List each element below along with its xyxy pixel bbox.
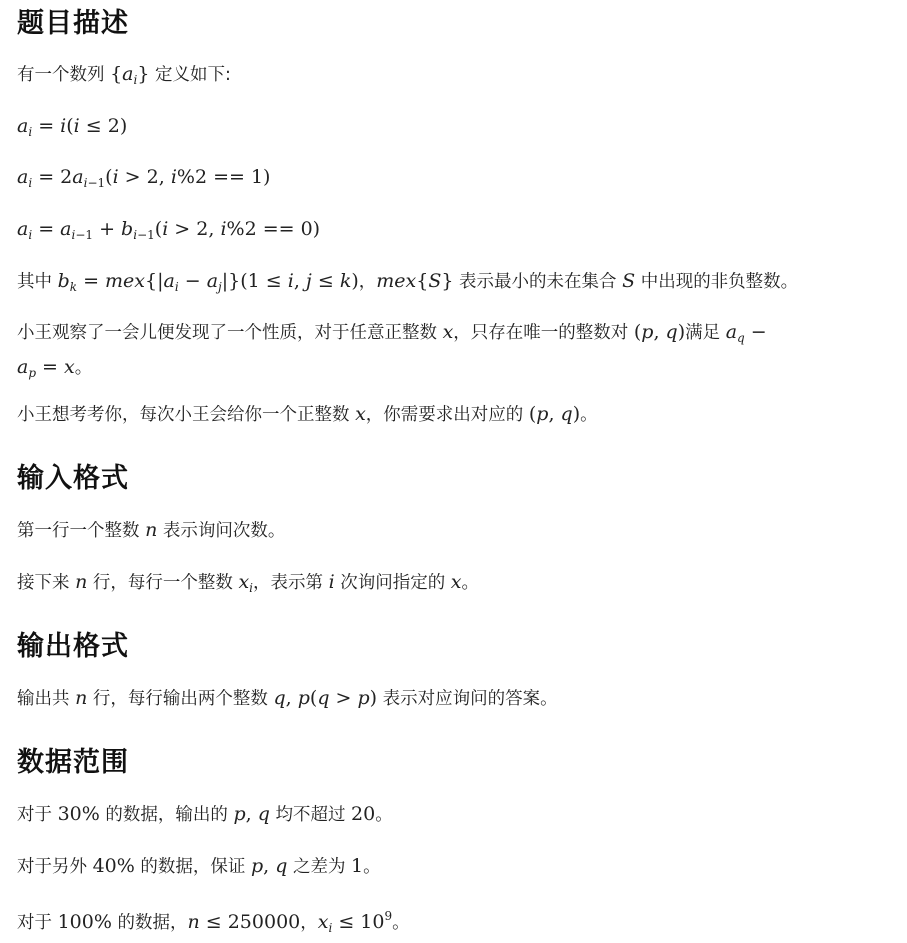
section-title-output: 输出格式	[17, 631, 129, 662]
range-line-1: 对于 30% 的数据，输出的 p, q 均不超过 20。	[17, 803, 393, 825]
section-title-description: 题目描述	[17, 8, 129, 39]
description-intro: 有一个数列 $\{a_i\}$ 定义如下:	[17, 63, 231, 87]
formula-3: $a_i = a_{i-1} + b_{i-1}(i > 2$, i%2 == 0)	[17, 218, 321, 242]
property-text: 小王观察了一会儿便发现了一个性质，对于任意正整数 x，只存在唯一的整数对 (p, q)满足 $a_q$ − $a_p = x$。	[17, 321, 767, 380]
range-line-3: 对于 100% 的数据，n ≤ 250000，$x_i \le 10^9$。	[17, 909, 410, 935]
input-line-1: 第一行一个整数 n 表示询问次数。	[17, 519, 286, 541]
formula-2: $a_i = 2a_{i-1}(i > 2$, i%2 == 1)	[17, 166, 271, 190]
formula-1: $a_i = i(i \le 2)$	[17, 115, 128, 139]
section-title-input: 输入格式	[17, 463, 129, 494]
output-line-1: 输出共 n 行，每行输出两个整数 q, p(q > p) 表示对应询问的答案。	[17, 687, 558, 709]
range-line-2: 对于另外 40% 的数据，保证 p, q 之差为 1。	[17, 855, 381, 877]
section-title-range: 数据范围	[17, 747, 129, 778]
input-line-2: 接下来 n 行，每行一个整数 $x_i$，表示第 i 次询问指定的 x。	[17, 571, 480, 595]
mex-definition: 其中 $b_k = mex\{|a_i - a_j|\}(1 \le i$, j ≤ k)，mex{S} 表示最小的未在集合 S 中出现的非负整数。	[17, 270, 799, 294]
query-text: 小王想考考你，每次小王会给你一个正整数 x，你需要求出对应的 (p, q)。	[17, 403, 598, 425]
sequence-symbol: $\{a_i\}$	[110, 63, 150, 87]
